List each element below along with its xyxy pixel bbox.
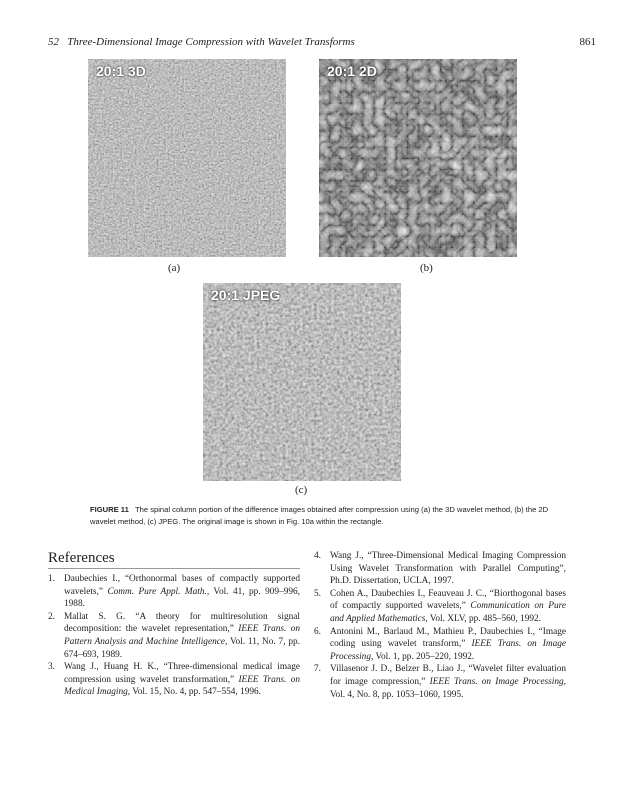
reference-item: 2. Mallat S. G. “A theory for multiresolution signal decomposition: the wavelet representation,” IEEE Trans. on Pattern Analysis and Machine Intelligence, Vol. 11, No. 7, pp. 674–693, 1989. <box>48 611 301 660</box>
figure-caption <box>90 504 550 528</box>
reference-item: 1. Daubechies I., “Orthonormal bases of compactly supported wavelets,” Comm. Pure Appl. Math., Vol. 41, pp. 909–996, 1988. <box>48 574 300 610</box>
page-number: 861 <box>579 36 596 48</box>
figure-c-image <box>203 283 401 481</box>
reference-item: 7. Villasenor J. D., Belzer B., Liao J., “Wavelet filter evaluation for image compression,” IEEE Trans. on Image Processing, Vol. 4, No. 8, pp. 1053–1060, 1995. <box>314 664 566 700</box>
figure-c-label: 20:1 JPEG <box>211 287 281 303</box>
caption-label: FIGURE 11 <box>90 505 129 514</box>
figure-b-label: 20:1 2D <box>327 63 377 79</box>
references-list-left <box>48 573 300 699</box>
running-title: Three-Dimensional Image Compression with Wavelet Transforms <box>67 36 355 48</box>
reference-item: 3. Wang J., Huang H. K., “Three-dimensional medical image compression using wavelet transformation,” IEEE Trans. on Medical Imaging, Vol. 15, No. 4, pp. 547–554, 1996. <box>48 662 301 698</box>
figure-b-sublabel: (b) <box>420 262 433 274</box>
figure-a-sublabel: (a) <box>168 262 181 274</box>
references-rule <box>48 568 300 569</box>
references-heading: References <box>48 550 115 566</box>
section-number: 52 <box>48 36 59 48</box>
figure-a-image <box>88 59 286 257</box>
figure-c-sublabel: (c) <box>295 484 308 496</box>
figure-a-label: 20:1 3D <box>96 63 146 79</box>
reference-item: 5. Cohen A., Daubechies I., Feauveau J. C., “Biorthogonal bases of compactly supported wavelets,” Communication on Pure and Applied Mathematics, Vol. XLV, pp. 485–560, 1992. <box>314 588 566 624</box>
references-list-right <box>314 550 566 701</box>
caption-text: The spinal column portion of the difference images obtained after compression using (a) the 3D wavelet method, (b) the 2D wavelet method, (c) JPEG. The original image is shown in Fig. 10a within the rectangle. <box>90 505 549 526</box>
reference-item: 4. Wang J., “Three-Dimensional Medical Imaging Compression Using Wavelet Transformation with Parallel Computing”, Ph.D. Dissertation, UCLA, 1997. <box>314 551 566 587</box>
figure-b-image <box>319 59 517 257</box>
reference-item: 6. Antonini M., Barlaud M., Mathieu P., Daubechies I., “Image coding using wavelet transform,” IEEE Trans. on Image Processing, Vol. 1, pp. 205–220, 1992. <box>314 626 567 662</box>
running-header <box>48 36 596 48</box>
